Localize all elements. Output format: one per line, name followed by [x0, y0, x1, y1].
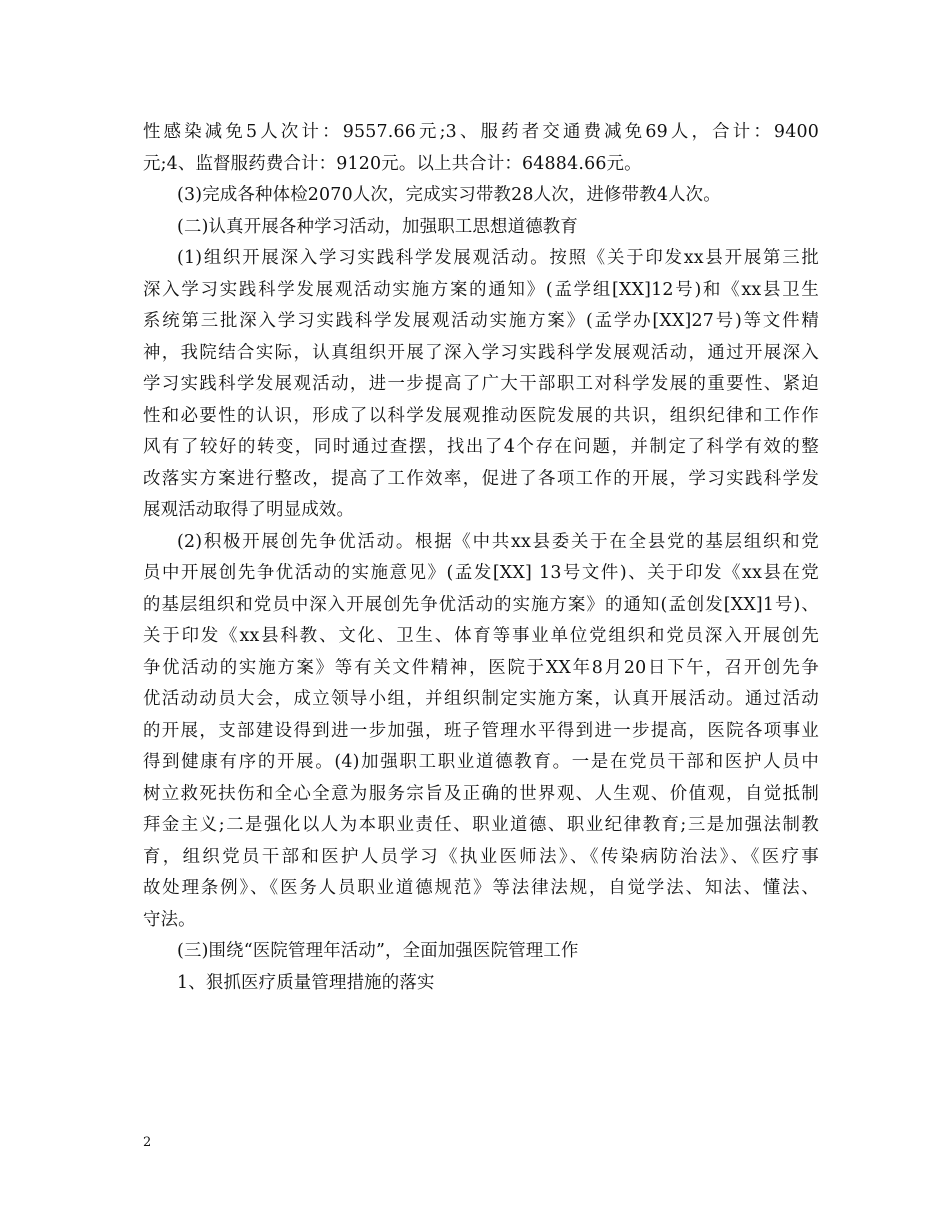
text-line: 深入学习实践科学发展观活动实施方案的通知》(孟学组[XX]12号)和《xx县卫生 — [143, 279, 819, 300]
section-heading: (二)认真开展各种学习活动，加强职工思想道德教育 — [177, 216, 578, 237]
page-number: 2 — [143, 1135, 152, 1150]
subsection-heading: 1、狠抓医疗质量管理措施的落实 — [177, 972, 435, 993]
text-line: 风有了较好的转变，同时通过查摆，找出了4个存在问题，并制定了科学有效的整 — [143, 437, 819, 457]
text-line: 系统第三批深入学习实践科学发展观活动实施方案》(孟学办[XX]27号)等文件精 — [143, 311, 819, 331]
text-line: 守法。 — [143, 909, 196, 930]
text-line: 关于印发《xx县科教、文化、卫生、体育等事业单位党组织和党员深入开展创先 — [143, 626, 819, 646]
text-line: 树立救死扶伤和全心全意为服务宗旨及正确的世界观、人生观、价值观，自觉抵制 — [143, 783, 819, 804]
text-line: (1)组织开展深入学习实践科学发展观活动。按照《关于印发xx县开展第三批 — [177, 248, 819, 268]
text-line: (2)积极开展创先争优活动。根据《中共xx县委关于在全县党的基层组织和党 — [177, 531, 819, 552]
section-heading: (三)围绕“医院管理年活动”，全面加强医院管理工作 — [177, 941, 579, 961]
text-line: (3)完成各种体检2070人次，完成实习带教28人次，进修带教4人次。 — [177, 185, 721, 205]
text-line: 改落实方案进行整改，提高了工作效率，促进了各项工作的开展，学习实践科学发 — [143, 468, 819, 489]
text-line: 性感染减免5人次计：9557.66元;3、服药者交通费减免69人，合计：9400 — [143, 122, 819, 142]
text-line: 得到健康有序的开展。(4)加强职工职业道德教育。一是在党员干部和医护人员中 — [143, 752, 819, 772]
text-line: 展观活动取得了明显成效。 — [143, 500, 355, 520]
text-line: 优活动动员大会，成立领导小组，并组织制定实施方案，认真开展活动。通过活动 — [143, 689, 819, 709]
text-line: 学习实践科学发展观活动，进一步提高了广大干部职工对科学发展的重要性、紧迫 — [143, 374, 819, 394]
text-line: 拜金主义;二是强化以人为本职业责任、职业道德、职业纪律教育;三是加强法制教 — [143, 815, 819, 835]
text-line: 员中开展创先争优活动的实施意见》(孟发[XX] 13号文件)、关于印发《xx县在党 — [143, 563, 819, 583]
text-line: 性和必要性的认识，形成了以科学发展观推动医院发展的共识，组织纪律和工作作 — [143, 405, 819, 426]
text-line: 元;4、监督服药费合计：9120元。以上共合计：64884.66元。 — [143, 153, 642, 174]
text-line: 神，我院结合实际，认真组织开展了深入学习实践科学发展观活动，通过开展深入 — [143, 342, 819, 363]
text-line: 争优活动的实施方案》等有关文件精神，医院于XX年8月20日下午，召开创先争 — [143, 657, 819, 678]
text-line: 故处理条例》、《医务人员职业道德规范》等法律法规，自觉学法、知法、懂法、 — [143, 878, 819, 898]
text-line: 育，组织党员干部和医护人员学习《执业医师法》、《传染病防治法》、《医疗事 — [143, 846, 819, 867]
text-line: 的开展，支部建设得到进一步加强，班子管理水平得到进一步提高，医院各项事业 — [143, 720, 819, 741]
body-text — [143, 117, 819, 999]
text-line: 的基层组织和党员中深入开展创先争优活动的实施方案》的通知(孟创发[XX]1号)、 — [143, 594, 819, 615]
